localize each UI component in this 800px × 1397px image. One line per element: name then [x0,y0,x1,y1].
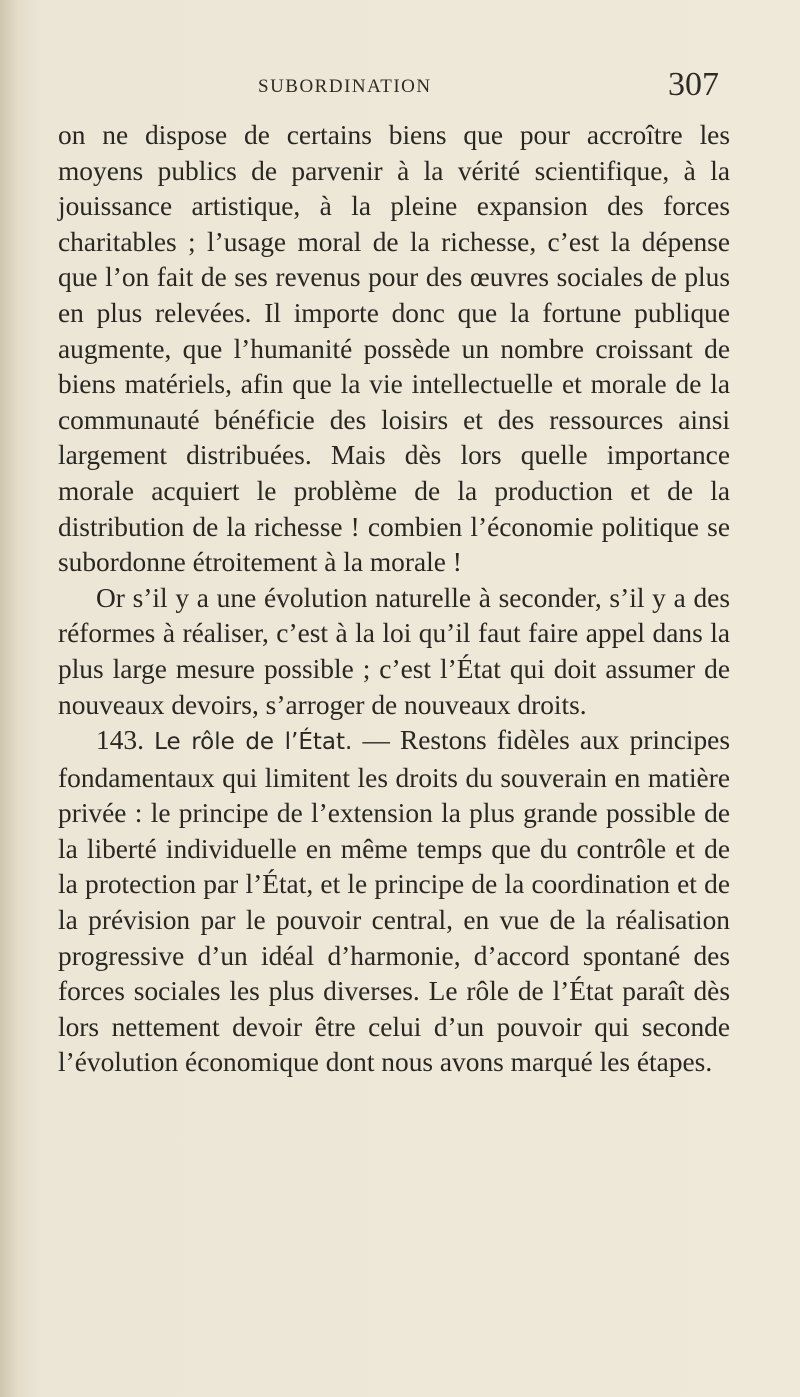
body-text [58,118,730,1081]
paragraph-3 [58,723,730,1081]
paragraph-3-text: — Restons fidèles aux principes fondamentaux qui limitent les droits du souverain en matière privée : le principe de l’extension la plus grande possible de la liberté individuelle en même temps que du contrôle et de la protection par l’État, et le principe de la coordination et de la prévision par le pouvoir central, en vue de la réalisation progressive d’un idéal d’harmonie, d’accord spontané des forces sociales les plus diverses. Le rôle de l’État paraît dès lors nettement devoir être celui d’un pouvoir qui seconde l’évolution économique dont nous avons marqué les étapes. [58,725,730,1078]
running-title: SUBORDINATION [258,76,432,97]
paragraph-1: on ne dispose de certains biens que pour accroître les moyens publics de parvenir à la vérité scientifique, à la jouissance artistique, à la pleine expansion des forces charitables ; l’usage moral de la richesse, c’est la dépense que l’on fait de ses revenus pour des œuvres sociales de plus en plus relevées. Il importe donc que la fortune publique augmente, que l’humanité possède un nombre croissant de biens matériels, afin que la vie intellectuelle et morale de la communauté bénéficie des loisirs et des ressources ainsi largement distribuées. Mais dès lors quelle importance morale acquiert le problème de la production et de la distribution de la richesse ! combien l’économie politique se subordonne étroitement à la morale ! [58,120,730,578]
paragraph-2: Or s’il y a une évolution naturelle à seconder, s’il y a des réformes à réaliser, c’est à la loi qu’il faut faire appel dans la plus large mesure possible ; c’est l’État qui doit assumer de nouveaux devoirs, s’arroger de nouveaux droits. [58,582,730,720]
page-header [0,66,800,110]
section-number: 143. [96,725,144,756]
page-number: 307 [668,66,719,103]
section-title: Le rôle de l’État. [154,729,353,756]
